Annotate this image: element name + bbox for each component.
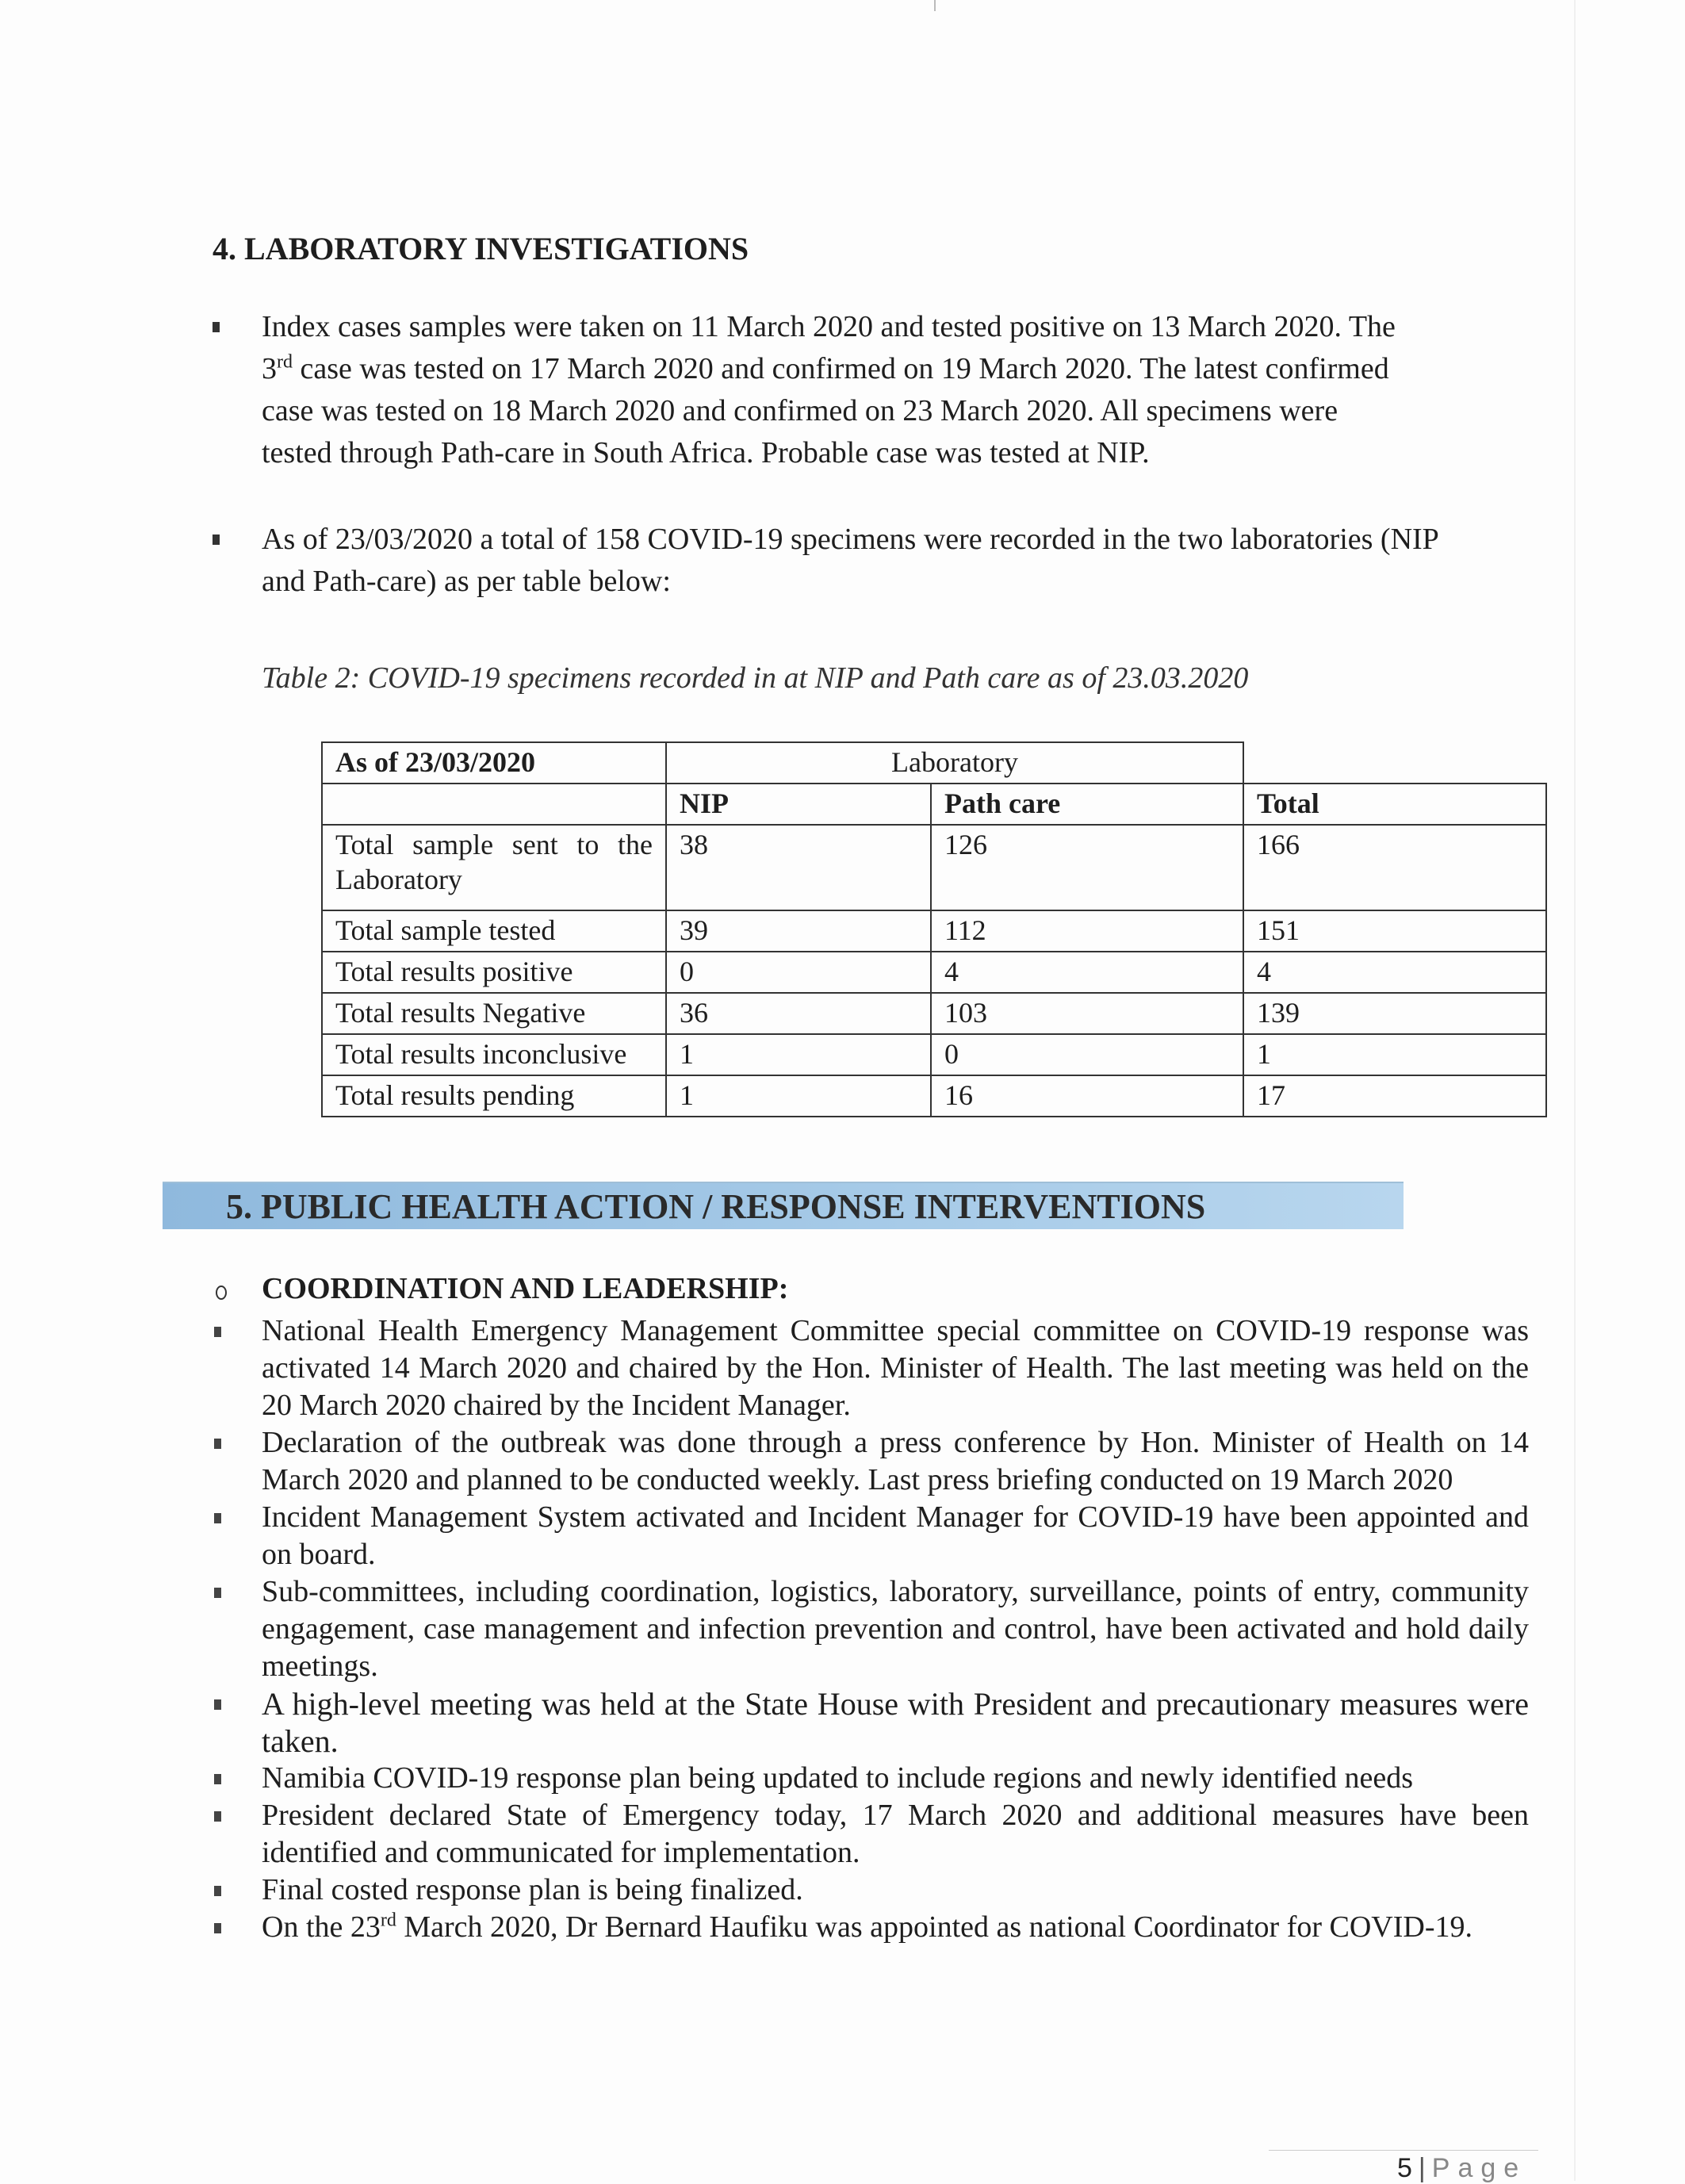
cell-path-care: 126 — [931, 825, 1243, 910]
bullet-text: As of 23/03/2020 a total of 158 COVID-19 specimens were recorded in the two laboratories (NIP and Path-care) as per table below: — [262, 523, 1439, 598]
square-bullet-icon — [214, 1886, 221, 1896]
table-header-row — [322, 742, 1546, 784]
table-row — [322, 910, 1546, 952]
page-number: 5 | Page — [1397, 2153, 1527, 2183]
list-item: Final costed response plan is being finalized. — [213, 1872, 1529, 1909]
bullet-text: Index cases samples were taken on 11 March 2020 and tested positive on 13 March 2020. The 3rd case was tested on 17 March 2020 and confirmed on 19 March 2020. The latest confirmed case was tested on 18 March 2020 and confirmed on 23 March 2020. All specimens were tested through Path-care in South Africa. Probable case was tested at NIP. — [262, 310, 1396, 469]
square-bullet-icon — [214, 1774, 221, 1784]
table-row — [322, 1075, 1546, 1117]
cell-total: 4 — [1243, 952, 1546, 993]
cell-total: 1 — [1243, 1034, 1546, 1075]
row-label: Total results positive — [322, 952, 666, 993]
coordination-list — [213, 1312, 1529, 1946]
square-bullet-icon — [214, 1439, 221, 1449]
square-bullet-icon — [213, 322, 220, 332]
square-bullet-icon — [214, 1811, 221, 1822]
cell-path-care: 0 — [931, 1034, 1243, 1075]
list-item: Namibia COVID-19 response plan being updated to include regions and newly identified needs — [213, 1760, 1529, 1797]
scan-mark — [934, 0, 936, 11]
section-5-banner — [163, 1182, 1404, 1229]
list-item: Declaration of the outbreak was done through a press conference by Hon. Minister of Health on 14 March 2020 and planned to be conducted weekly. Last press briefing conducted on 19 March 2020 — [213, 1424, 1529, 1499]
empty-header-cell — [1243, 742, 1546, 784]
laboratory-group-header: Laboratory — [666, 742, 1243, 784]
cell-nip: 38 — [666, 825, 931, 910]
bullet-index-cases — [213, 306, 1545, 474]
cell-total: 166 — [1243, 825, 1546, 910]
list-item: Incident Management System activated and Incident Manager for COVID-19 have been appointed and on board. — [213, 1499, 1529, 1573]
section-4-heading: 4. LABORATORY INVESTIGATIONS — [213, 231, 749, 266]
table-row — [322, 993, 1546, 1034]
table-row — [322, 825, 1546, 910]
column-header-total: Total — [1243, 784, 1546, 825]
cell-total: 151 — [1243, 910, 1546, 952]
list-item: Sub-committees, including coordination, logistics, laboratory, surveillance, points of entry, community engagement, case management and infection prevention and control, have been activated and hold daily meetings. — [213, 1573, 1529, 1685]
square-bullet-icon — [214, 1699, 221, 1710]
cell-nip: 39 — [666, 910, 931, 952]
cell-path-care: 112 — [931, 910, 1243, 952]
square-bullet-icon — [214, 1327, 221, 1337]
section-5-heading: 5. PUBLIC HEALTH ACTION / RESPONSE INTERVENTIONS — [226, 1187, 1206, 1226]
cell-path-care: 4 — [931, 952, 1243, 993]
square-bullet-icon — [214, 1923, 221, 1933]
cell-path-care: 16 — [931, 1075, 1243, 1117]
cell-nip: 1 — [666, 1075, 931, 1117]
circle-bullet-icon — [216, 1285, 227, 1300]
square-bullet-icon — [214, 1513, 221, 1523]
table-caption: Table 2: COVID-19 specimens recorded in at NIP and Path care as of 23.03.2020 — [262, 661, 1249, 695]
square-bullet-icon — [213, 535, 220, 545]
cell-total: 139 — [1243, 993, 1546, 1034]
square-bullet-icon — [214, 1588, 221, 1598]
cell-total: 17 — [1243, 1075, 1546, 1117]
cell-nip: 36 — [666, 993, 931, 1034]
table-row — [322, 1034, 1546, 1075]
row-label: Total results inconclusive — [322, 1034, 666, 1075]
coordination-subheading: COORDINATION AND LEADERSHIP: — [213, 1271, 788, 1306]
list-item: A high-level meeting was held at the State House with President and precautionary measures were taken. — [213, 1685, 1529, 1760]
list-item: President declared State of Emergency today, 17 March 2020 and additional measures have been identified and communicated for implementation. — [213, 1797, 1529, 1872]
list-item: National Health Emergency Management Committee special committee on COVID-19 response was activated 14 March 2020 and chaired by the Hon. Minister of Health. The last meeting was held on the 20 March 2020 chaired by the Incident Manager. — [213, 1312, 1529, 1424]
corner-label: As of 23/03/2020 — [322, 742, 666, 784]
row-label: Total results Negative — [322, 993, 666, 1034]
footer-divider — [1269, 2150, 1538, 2151]
column-header-nip: NIP — [666, 784, 931, 825]
column-header-path-care: Path care — [931, 784, 1243, 825]
row-label: Total results pending — [322, 1075, 666, 1117]
page-edge — [1574, 0, 1576, 2181]
row-label: Total sample sent to the Laboratory — [322, 825, 666, 910]
specimens-table — [321, 741, 1547, 1117]
cell-path-care: 103 — [931, 993, 1243, 1034]
list-item: On the 23rd March 2020, Dr Bernard Haufiku was appointed as national Coordinator for COVID-19. — [213, 1909, 1529, 1946]
cell-nip: 1 — [666, 1034, 931, 1075]
bullet-specimens-total — [213, 519, 1545, 603]
table-column-header-row — [322, 784, 1546, 825]
cell-nip: 0 — [666, 952, 931, 993]
row-label: Total sample tested — [322, 910, 666, 952]
table-row — [322, 952, 1546, 993]
empty-header-cell — [322, 784, 666, 825]
